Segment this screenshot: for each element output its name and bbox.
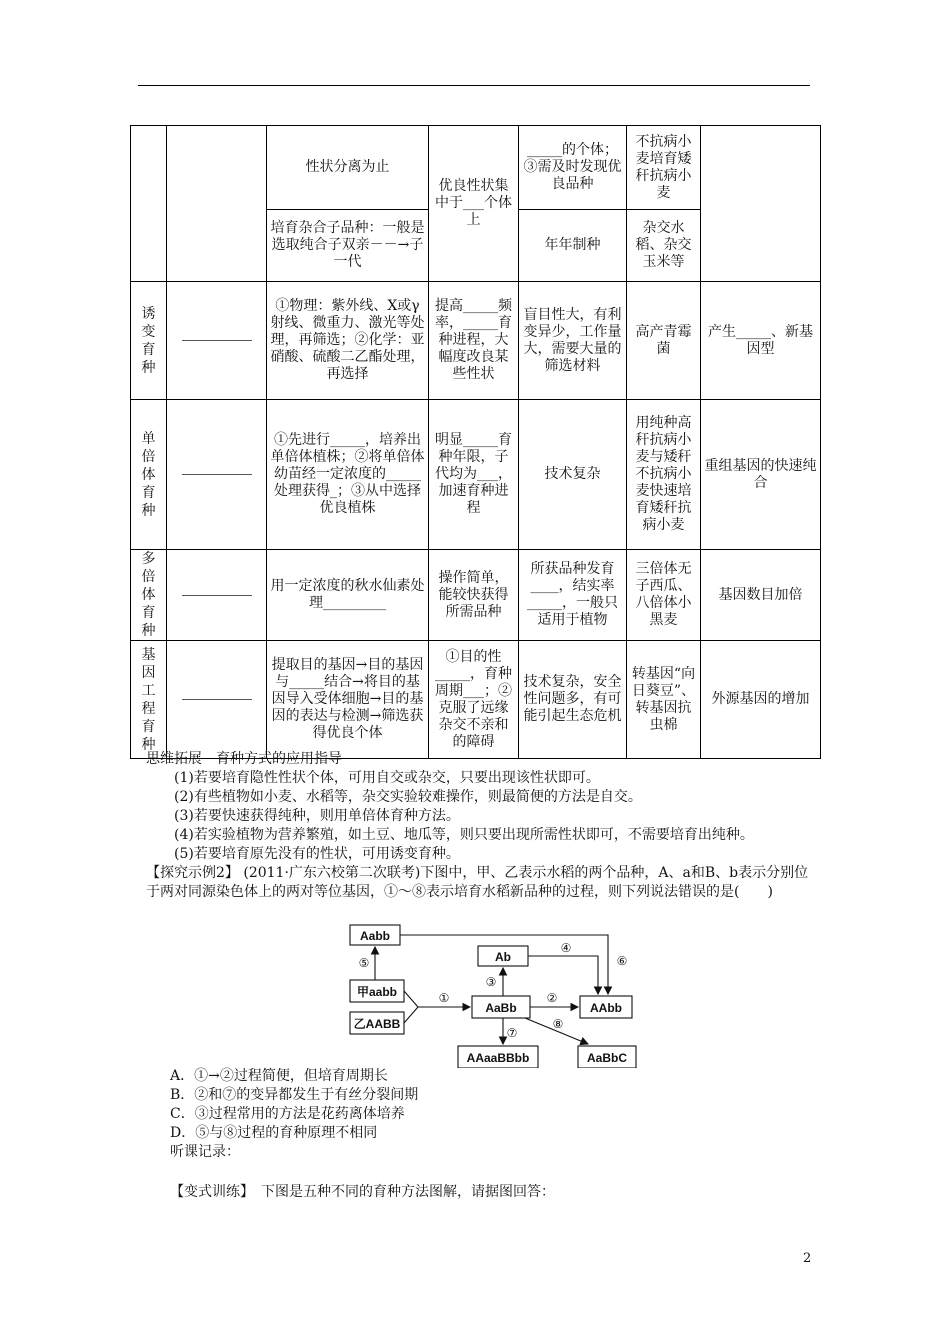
method-cell: 提取目的基因→目的基因与_____结合→将目的基因导入受体细胞→目的基因的表达与检测→筛选获得优良个体 xyxy=(267,641,429,759)
option-c: C．③过程常用的方法是花药离体培养 xyxy=(170,1106,405,1122)
blank-cell xyxy=(167,550,267,641)
empty-cell xyxy=(131,126,167,282)
list-item: (5)若要培育原先没有的性状，可用诱变育种。 xyxy=(174,846,460,862)
disadvantage-cell: 技术复杂，安全性问题多，有可能引起生态危机 xyxy=(519,641,627,759)
note-cell: 重组基因的快速纯合 xyxy=(701,400,821,550)
method-name-cell: 基因工程育种 xyxy=(131,641,167,759)
step-label: ④ xyxy=(560,941,572,955)
list-item: (3)若要快速获得纯种，则用单倍体育种方法。 xyxy=(174,808,460,824)
step-label: ② xyxy=(546,991,558,1005)
example-cell: 高产青霉菌 xyxy=(627,282,701,400)
method-cell: 用一定浓度的秋水仙素处理_________ xyxy=(267,550,429,641)
blank-cell xyxy=(167,641,267,759)
example-cell: 杂交水稻、杂交玉米等 xyxy=(627,210,701,282)
option-b: B．②和⑦的变异都发生于有丝分裂间期 xyxy=(170,1087,419,1103)
blank-cell xyxy=(167,282,267,400)
option-d: D．⑤与⑧过程的育种原理不相同 xyxy=(170,1125,378,1141)
step-label: ① xyxy=(438,991,450,1005)
node-yi: 乙AABB xyxy=(353,1017,401,1031)
disadvantage-cell: 技术复杂 xyxy=(519,400,627,550)
breeding-diagram xyxy=(340,918,670,1068)
disadvantage-cell: 盲目性大，有利变异少，工作量大，需要大量的筛选材料 xyxy=(519,282,627,400)
example-stem: 【探究示例2】 (2011·广东六校第二次联考)下图中，甲、乙表示水稻的两个品种，A、a和B、b表示分别位于两对同源染色体上的两对等位基因，①～⑧表示培育水稻新品种的过程，则下列说法错误的是( ) xyxy=(146,865,809,900)
step-label: ⑤ xyxy=(358,956,370,970)
node-aaaabbbb: AAaaBBbb xyxy=(466,1051,530,1065)
method-cell: 性状分离为止 xyxy=(267,126,429,210)
node-aabb: Aabb xyxy=(360,929,390,943)
method-cell: ①先进行_____，培养出单倍体植株；②将单倍体幼苗经一定浓度的_____处理获得_；③从中选择优良植株 xyxy=(267,400,429,550)
method-cell: 培育杂合子品种：一般是选取纯合子双亲－－→子一代 xyxy=(267,210,429,282)
table-row xyxy=(131,641,821,759)
list-item: (1)若要培育隐性性状个体，可用自交或杂交，只要出现该性状即可。 xyxy=(174,770,600,786)
note-cell: 外源基因的增加 xyxy=(701,641,821,759)
note-cell: 产生_____、新基因型 xyxy=(701,282,821,400)
step-label: ⑥ xyxy=(616,954,628,968)
disadvantage-cell: 所获品种发育____，结实率_____，一般只适用于植物 xyxy=(519,550,627,641)
variant-training: 【变式训练】 下图是五种不同的育种方法图解，请据图回答： xyxy=(170,1184,555,1200)
breeding-table xyxy=(130,125,821,759)
node-jia: 甲aabb xyxy=(356,985,398,999)
extension-section xyxy=(146,750,816,902)
extension-title: 思维拓展 育种方式的应用指导 xyxy=(146,751,342,767)
example-cell: 用纯种高秆抗病小麦与矮秆不抗病小麦快速培育矮秆抗病小麦 xyxy=(627,400,701,550)
node-aabb-pure: AAbb xyxy=(590,1001,622,1015)
example-cell: 三倍体无子西瓜、八倍体小黑麦 xyxy=(627,550,701,641)
disadvantage-cell: 年年制种 xyxy=(519,210,627,282)
table-row xyxy=(131,282,821,400)
method-name-cell: 单倍体育种 xyxy=(131,400,167,550)
page-number: 2 xyxy=(803,1251,812,1266)
list-item: (4)若实验植物为营养繁殖，如土豆、地瓜等，则只要出现所需性状即可，不需要培育出纯种。 xyxy=(174,827,754,843)
empty-cell xyxy=(167,126,267,282)
table-row xyxy=(131,400,821,550)
note-cell: 基因数目加倍 xyxy=(701,550,821,641)
step-label: ⑦ xyxy=(506,1026,518,1040)
advantage-cell: 优良性状集中于___个体上 xyxy=(429,126,519,282)
advantage-cell: ①目的性_____，育种周期___；②克服了远缘杂交不亲和的障碍 xyxy=(429,641,519,759)
example-cell: 转基因“向日葵豆”、转基因抗虫棉 xyxy=(627,641,701,759)
method-name-cell: 多倍体育种 xyxy=(131,550,167,641)
table-row xyxy=(131,126,821,210)
step-label: ⑧ xyxy=(552,1017,564,1031)
options xyxy=(170,1067,418,1162)
node-aabbc: AaBbC xyxy=(586,1051,628,1065)
record-label: 听课记录： xyxy=(170,1144,240,1160)
advantage-cell: 明显_____育种年限，子代均为___，加速育种进程 xyxy=(429,400,519,550)
table-row xyxy=(131,550,821,641)
method-cell: ①物理：紫外线、X或γ射线、微重力、激光等处理，再筛选；②化学：亚硝酸、硫酸二乙酯处理，再选择 xyxy=(267,282,429,400)
advantage-cell: 提高_____频率，_____育种进程，大幅度改良某些性状 xyxy=(429,282,519,400)
node-aabb-hybrid: AaBb xyxy=(485,1001,517,1015)
empty-cell xyxy=(701,126,821,282)
method-name-cell: 诱变育种 xyxy=(131,282,167,400)
list-item: (2)有些植物如小麦、水稻等，杂交实验较难操作，则最简便的方法是自交。 xyxy=(174,789,642,805)
blank-cell xyxy=(167,400,267,550)
step-label: ③ xyxy=(485,975,497,989)
node-ab: Ab xyxy=(495,950,511,964)
disadvantage-cell: _____的个体；③需及时发现优良品种 xyxy=(519,126,627,210)
advantage-cell: 操作简单，能较快获得所需品种 xyxy=(429,550,519,641)
header-rule xyxy=(138,85,810,86)
option-a: A．①→②过程简便，但培育周期长 xyxy=(170,1068,388,1084)
example-cell: 不抗病小麦培育矮秆抗病小麦 xyxy=(627,126,701,210)
